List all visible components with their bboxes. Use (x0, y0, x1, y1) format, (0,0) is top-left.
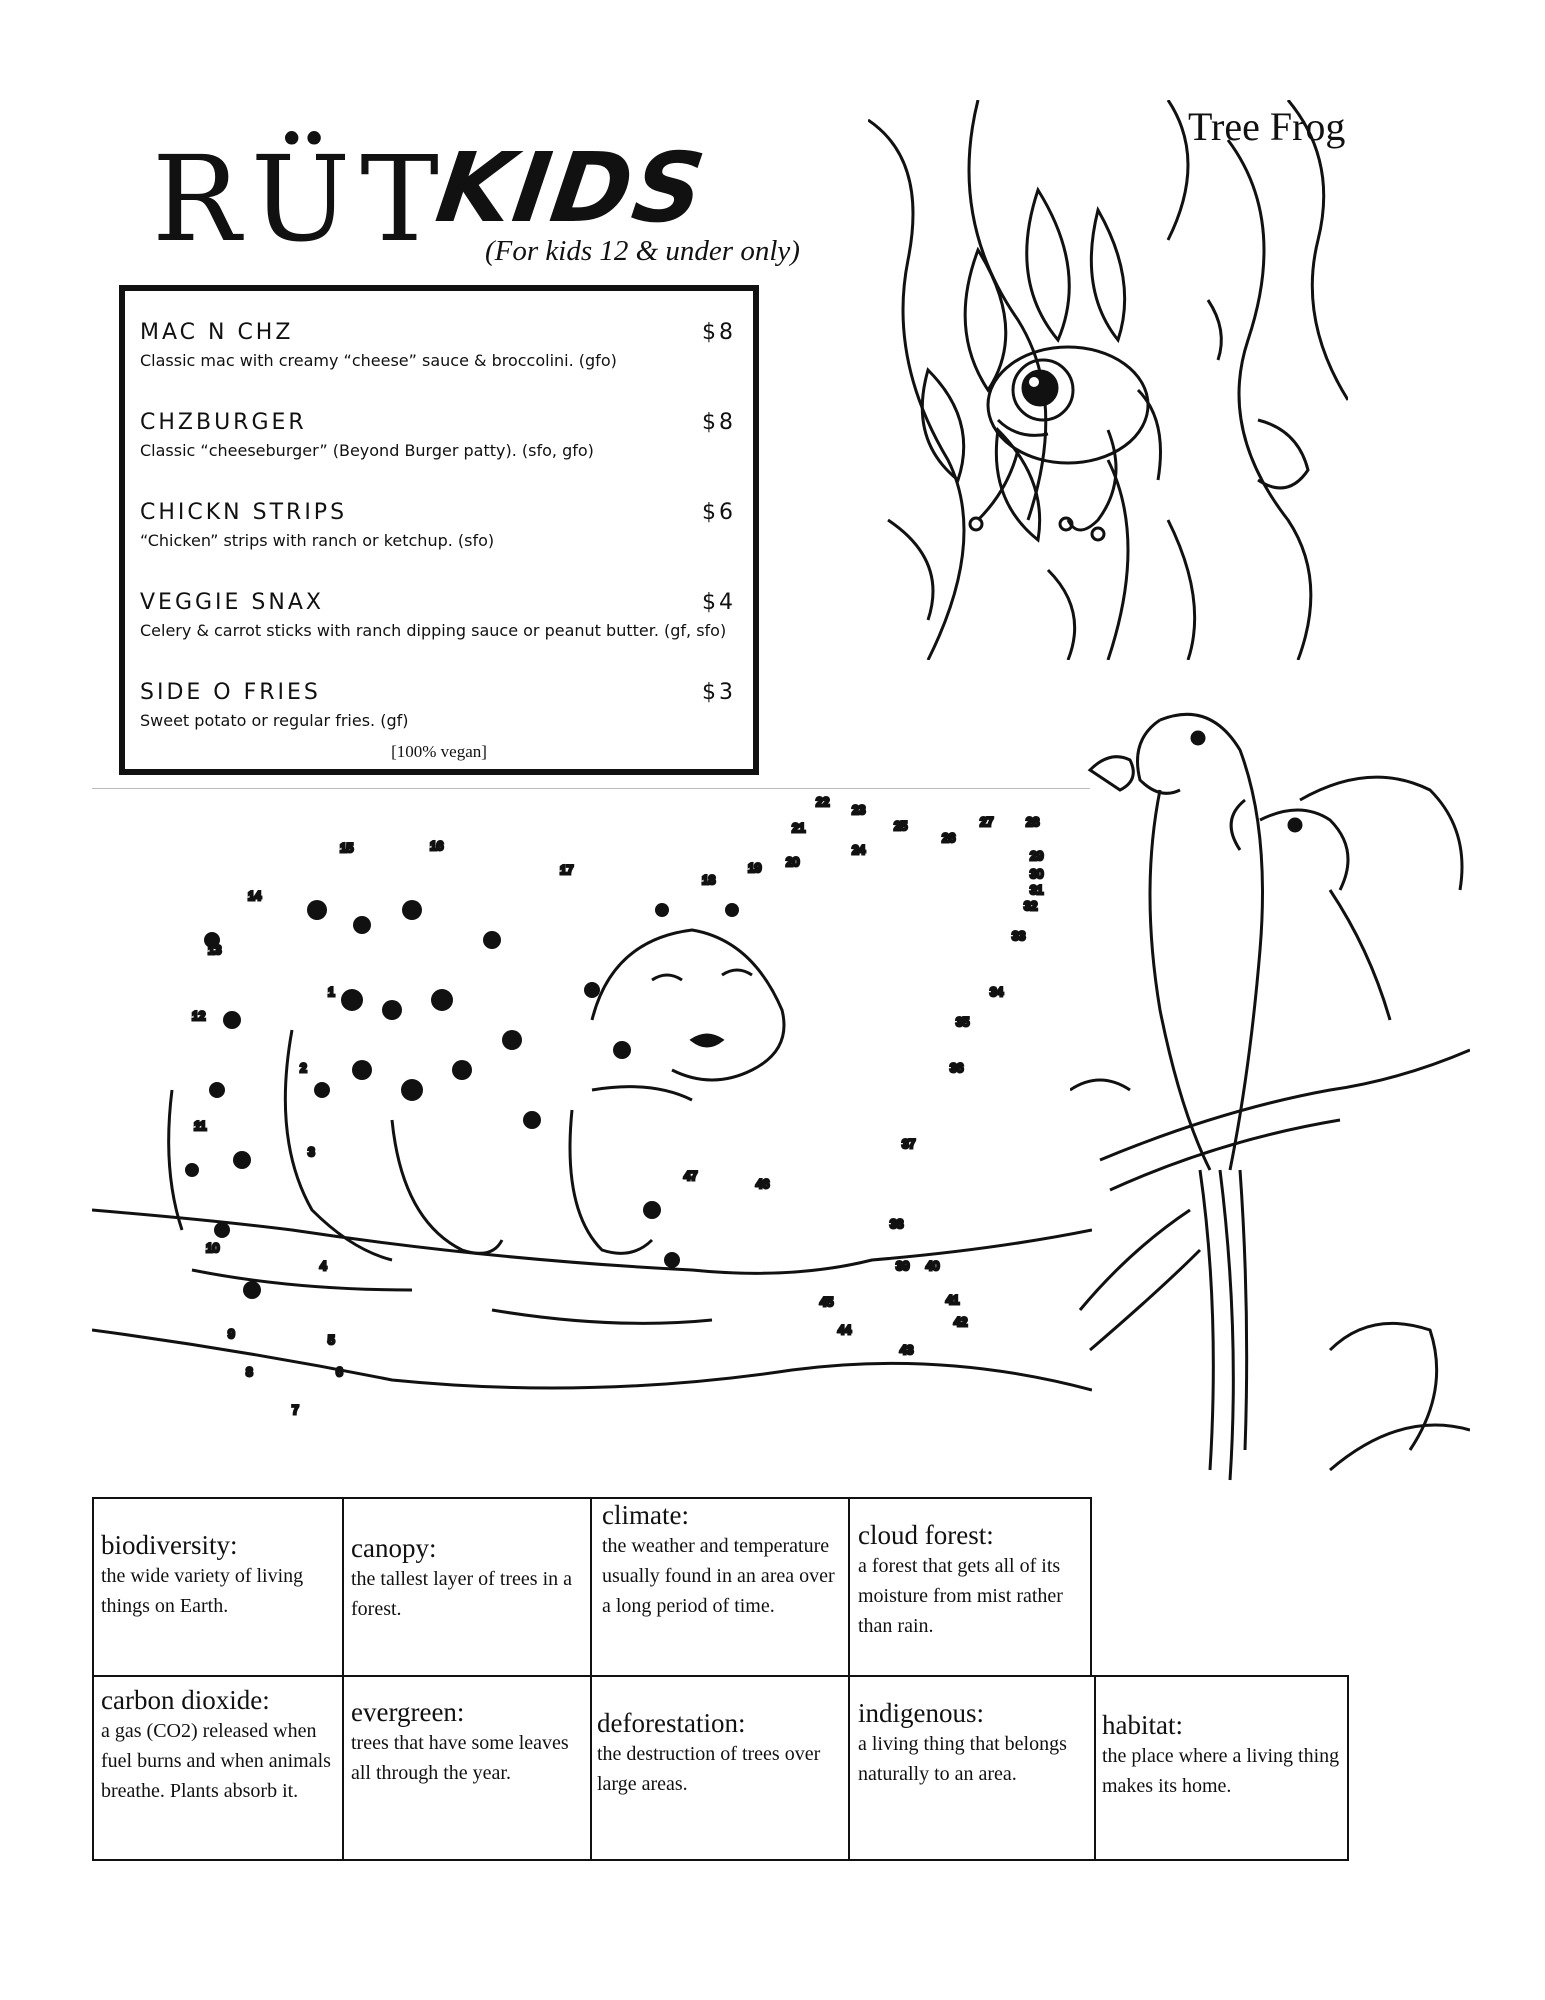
dot-number-label: 17 (560, 863, 574, 877)
item-description: Sweet potato or regular fries. (gf) (140, 711, 409, 730)
dot-number-label: 43 (900, 1343, 914, 1357)
dot-number-label: 42 (954, 1315, 968, 1329)
dot-number-label: 46 (756, 1177, 770, 1191)
glossary-definition: a gas (CO2) released when fuel burns and when animals breathe. Plants absorb it. (101, 1720, 331, 1803)
menu-item (140, 680, 736, 730)
dot-number-label: 31 (1030, 883, 1044, 897)
glossary-definition: the tallest layer of trees in a forest. (351, 1568, 573, 1621)
jaguar-spots-icon (185, 900, 739, 1299)
glossary-entry (602, 1500, 847, 1621)
item-price: $6 (702, 500, 736, 525)
glossary-term: habitat: (1102, 1710, 1183, 1740)
dot-number-label: 47 (684, 1169, 698, 1183)
glossary-entry (858, 1698, 1093, 1789)
glossary-term: canopy: (351, 1533, 437, 1563)
dot-number-label: 1 (328, 985, 335, 999)
glossary-entry (351, 1533, 586, 1624)
dot-number-label: 28 (1026, 815, 1040, 829)
item-name: MAC N CHZ (140, 320, 294, 345)
glossary-term: indigenous: (858, 1698, 984, 1728)
dot-number-label: 7 (292, 1403, 299, 1417)
glossary-entry (351, 1697, 586, 1788)
dot-number-label: 5 (328, 1333, 335, 1347)
dot-number-label: 40 (926, 1259, 940, 1273)
dot-number-label: 14 (248, 889, 262, 903)
kids-menu (119, 285, 759, 775)
item-description: Celery & carrot sticks with ranch dipping sauce or peanut butter. (gf, sfo) (140, 621, 727, 640)
dot-number-label: 30 (1030, 867, 1044, 881)
item-price: $8 (702, 320, 736, 345)
dot-number-label: 12 (192, 1009, 206, 1023)
menu-item (140, 410, 736, 460)
glossary-definition: the place where a living thing makes its home. (1102, 1745, 1340, 1798)
dot-number-label: 44 (838, 1323, 852, 1337)
item-name: VEGGIE SNAX (140, 590, 324, 615)
item-price: $3 (702, 680, 736, 705)
item-name: CHZBURGER (140, 410, 307, 435)
leaf-icon (922, 190, 1124, 540)
glossary-term: carbon dioxide: (101, 1685, 270, 1715)
tree-frog-coloring-art (868, 100, 1348, 660)
dot-number-label: 20 (786, 855, 800, 869)
branch-icon (1070, 757, 1470, 1470)
glossary-entry (101, 1685, 336, 1806)
dot-number-label: 24 (852, 843, 866, 857)
dot-number-label: 25 (894, 819, 908, 833)
item-price: $8 (702, 410, 736, 435)
dot-number-label: 2 (300, 1061, 307, 1075)
item-description: Classic mac with creamy “cheese” sauce & broccolini. (gfo) (140, 351, 617, 370)
dot-number-label: 33 (1012, 929, 1026, 943)
glossary-definition: trees that have some leaves all through the year. (351, 1732, 569, 1785)
dot-number-label: 29 (1030, 849, 1044, 863)
dot-number-label: 34 (990, 985, 1004, 999)
glossary-definition: the destruction of trees over large areas. (597, 1743, 821, 1796)
dot-number-label: 8 (246, 1365, 253, 1379)
dot-number-label: 32 (1024, 899, 1038, 913)
dot-number-label: 13 (208, 943, 222, 957)
frog-title: Tree Frog (1188, 104, 1346, 149)
dot-number-label: 9 (228, 1327, 235, 1341)
dot-number-label: 41 (946, 1293, 960, 1307)
dot-number-label: 37 (902, 1137, 916, 1151)
dot-number-label: 45 (820, 1295, 834, 1309)
dot-number-label: 35 (956, 1015, 970, 1029)
glossary-term: cloud forest: (858, 1520, 994, 1550)
jungle-lines-icon (868, 100, 1348, 660)
dot-number-label: 18 (702, 873, 716, 887)
item-description: “Chicken” strips with ranch or ketchup. (sfo) (140, 531, 495, 550)
glossary-entry (101, 1530, 336, 1621)
dot-number-label: 3 (308, 1145, 315, 1159)
item-name: SIDE O FRIES (140, 680, 321, 705)
age-note: (For kids 12 & under only) (485, 235, 800, 267)
menu-item (140, 500, 736, 550)
glossary-definition: a forest that gets all of its moisture from mist rather than rain. (858, 1555, 1063, 1638)
parrots-coloring-art (1070, 690, 1470, 1570)
glossary-term: climate: (602, 1500, 689, 1530)
jaguar-dot-to-dot-art (92, 790, 1092, 1480)
kids-logo: KIDS (430, 132, 713, 244)
item-price: $4 (702, 590, 736, 615)
brand-logo: RÜT (152, 130, 449, 268)
glossary-entry (597, 1708, 842, 1799)
vegan-note: [100% vegan] (391, 742, 487, 761)
glossary-entry (858, 1520, 1088, 1641)
dot-number-label: 4 (320, 1259, 327, 1273)
jaguar-body-icon (169, 930, 784, 1260)
menu-item (140, 590, 736, 640)
dot-number-label: 21 (792, 821, 806, 835)
dot-number-label: 6 (336, 1365, 343, 1379)
dot-number-label: 11 (194, 1119, 207, 1133)
glossary-definition: the wide variety of living things on Earth. (101, 1565, 304, 1618)
dot-number-label: 36 (950, 1061, 964, 1075)
item-description: Classic “cheeseburger” (Beyond Burger patty). (sfo, gfo) (140, 441, 594, 460)
glossary-definition: the weather and temperature usually found in an area over a long period of time. (602, 1535, 835, 1618)
dot-number-label: 38 (890, 1217, 904, 1231)
dot-number-label: 15 (340, 841, 354, 855)
menu-item (140, 320, 736, 370)
divider (92, 788, 1090, 789)
glossary-term: biodiversity: (101, 1530, 238, 1560)
dot-number-label: 16 (430, 839, 444, 853)
dot-number-label: 10 (206, 1241, 220, 1255)
item-name: CHICKN STRIPS (140, 500, 348, 525)
glossary-entry (1102, 1710, 1342, 1801)
frog-icon (970, 347, 1161, 540)
dot-number-label: 27 (980, 815, 994, 829)
dot-number-label: 23 (852, 803, 866, 817)
dot-number-label: 19 (748, 861, 762, 875)
glossary-term: deforestation: (597, 1708, 746, 1738)
glossary-term: evergreen: (351, 1697, 465, 1727)
glossary-definition: a living thing that belongs naturally to an area. (858, 1733, 1067, 1786)
dot-number-label: 22 (816, 795, 830, 809)
dot-number-label: 26 (942, 831, 956, 845)
dot-number-label: 39 (896, 1259, 910, 1273)
